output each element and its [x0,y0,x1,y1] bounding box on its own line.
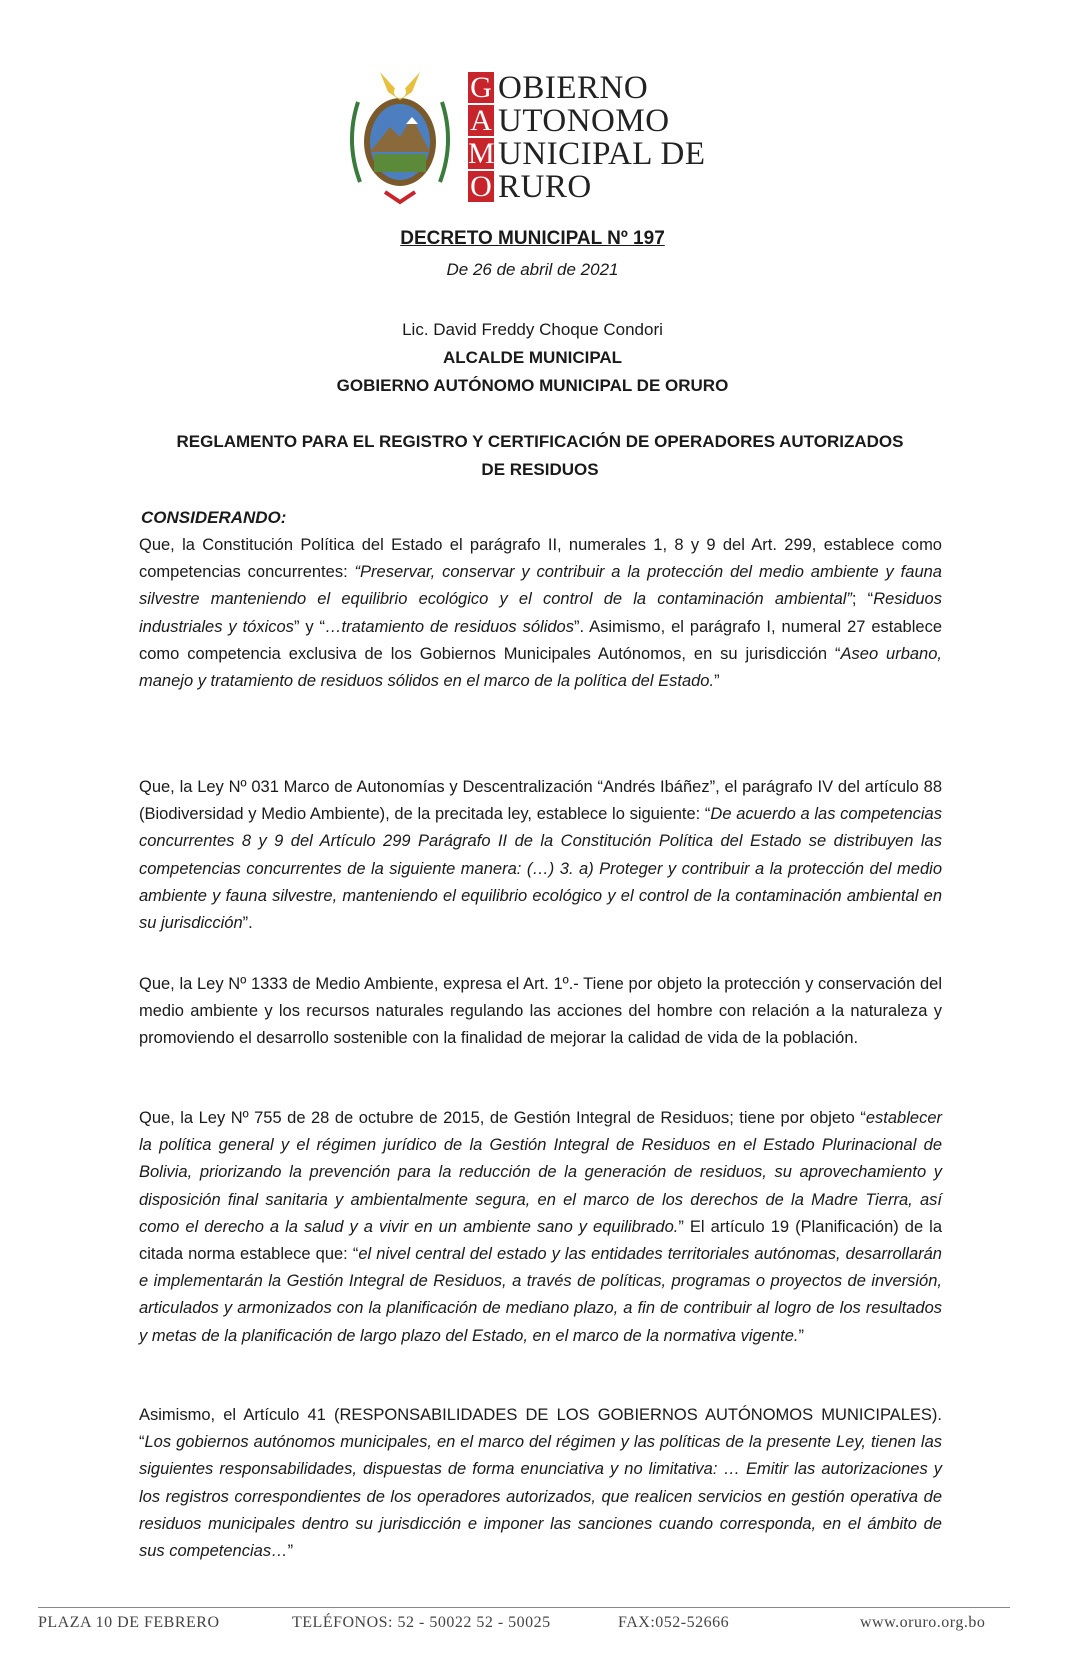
logo-initials [468,72,498,204]
body-text: Que, la Ley Nº 031 Marco de Autonomías y Descentralización “Andrés Ibáñez”, el parágrafo IV del artículo 88 (Biodiversidad y Medio Ambiente), de la precitada ley, establece lo siguiente: “ [139,778,942,824]
signer-block [0,316,1065,400]
signer-role: ALCALDE MUNICIPAL [442,348,623,367]
quoted-text: Los gobiernos autónomos municipales, en el marco del régimen y las políticas de la presente Ley, tienen las siguientes responsabilidades, dispuestas de forma enunciativa y no limitativa: … Emitir las autorizaciones y los registros correspondientes de los operadores autorizados, que realicen servicios en gestión operativa de residuos municipales dentro su jurisdicción e imponer las sanciones cuando corresponda, en el ámbito de sus competencias… [139,1433,942,1561]
footer-fax: FAX:052-52666 [618,1614,730,1631]
body-text: Que, la Ley Nº 1333 de Medio Ambiente, expresa el Art. 1º.- Tiene por objeto la protección y conservación del medio ambiente y los recursos naturales regulando las acciones del hombre con relación a la naturaleza y promoviendo el desarrollo sostenible con la finalidad de mejorar la calidad de vida de la población. [139,975,942,1048]
paragraph-law-755 [139,1105,942,1350]
footer-divider [38,1607,1010,1608]
body-text: Que, la Ley Nº 755 de 28 de octubre de 2015, de Gestión Integral de Residuos; tiene por objeto “ [139,1109,866,1127]
paragraph-law-031 [139,774,942,937]
logo-word: OBIERNO [498,70,649,106]
footer-website[interactable]: www.oruro.org.bo [860,1614,986,1631]
body-text: Asimismo, el Artículo 41 (RESPONSABILIDADES DE LOS GOBIERNOS AUTÓNOMOS MUNICIPALES). “ [139,1406,942,1452]
quoted-text: Residuos industriales y tóxicos [139,590,942,636]
logo-word: RURO [498,169,592,205]
logo-initial: O [468,171,494,202]
quoted-text: establecer la política general y el régimen jurídico de la Gestión Integral de Residuos en el Estado Plurinacional de Bolivia, priorizando la prevención para la reducción de la generación de residuos, su aprovechamiento y disposición final sanitaria y ambientalmente segura, en el marco de los derechos de la Madre Tierra, así como el derecho a la salud y a vivir en un ambiente sano y equilibrado. [139,1109,942,1236]
body-text: ”. [242,914,253,933]
regulation-title-line: REGLAMENTO PARA EL REGISTRO Y CERTIFICACIÓN DE OPERADORES AUTORIZADOS [176,432,904,451]
logo-initial: A [468,105,494,136]
considerando-heading: CONSIDERANDO: [141,508,287,527]
quoted-text: el nivel central del estado y las entidades territoriales autónomas, desarrollarán e implementarán la Gestión Integral de Residuos, a través de políticas, programas o proyectos de inversión, articulados y armonizados con la planificación de mediano plazo, a fin de contribuir al logro de los resultados y metas de la planificación de largo plazo del Estado, en el marco de la normativa vigente. [139,1245,942,1345]
footer-phones: TELÉFONOS: 52 - 50022 52 - 50025 [292,1614,551,1631]
body-text: Que, la Constitución Política del Estado el parágrafo II, numerales 1, 8 y 9 del Art. 299, establece como competencias concurrentes: [139,536,942,582]
regulation-title-line: DE RESIDUOS [481,460,599,479]
logo-word: UTONOMO [498,103,670,139]
coat-of-arms-icon [340,62,460,212]
body-text: ” [714,672,720,691]
paragraph-article-41 [139,1402,942,1565]
body-text: ” [798,1326,804,1345]
logo-wordmark [498,72,705,204]
decree-date: De 26 de abril de 2021 [446,260,619,279]
quoted-text: …tratamiento de residuos sólidos [325,617,574,636]
body-text: ” El artículo 19 (Planificación) de la citada norma establece que: “ [139,1217,942,1264]
regulation-title [140,428,940,484]
decree-title: DECRETO MUNICIPAL Nº 197 [400,228,665,249]
quoted-text: Aseo urbano, manejo y tratamiento de residuos sólidos en el marco de la política del Estado. [139,644,942,691]
quoted-text: “Preservar, conservar y contribuir a la protección del medio ambiente y fauna silvestre manteniendo el equilibrio ecológico y el control de la contaminación ambiental” [139,563,942,609]
body-text: ” [287,1542,294,1561]
municipal-logo [340,62,740,212]
logo-word: UNICIPAL DE [498,136,706,172]
footer-address: PLAZA 10 DE FEBRERO [38,1614,220,1631]
logo-initial: M [468,137,495,170]
signer-name: Lic. David Freddy Choque Condori [402,320,663,339]
paragraph-constitution [139,532,942,695]
paragraph-law-1333 [139,971,942,1053]
body-text: ” y “ [293,617,326,636]
signer-org: GOBIERNO AUTÓNOMO MUNICIPAL DE ORURO [336,376,729,395]
quoted-text: De acuerdo a las competencias concurrentes 8 y 9 del Artículo 299 Parágrafo II de la Constitución Política del Estado se distribuyen las competencias concurrentes de la siguiente manera: (…) 3. a) Proteger y contribuir a la protección del medio ambiente y fauna silvestre, manteniendo el equilibrio ecológico y el control de la contaminación ambiental en su jurisdicción [139,805,942,933]
body-text: ; “ [851,590,874,609]
logo-initial: G [468,72,494,103]
body-text: ”. Asimismo, el parágrafo I, numeral 27 establece como competencia exclusiva de los Gobiernos Municipales Autónomos, en su jurisdicción “ [139,617,942,663]
